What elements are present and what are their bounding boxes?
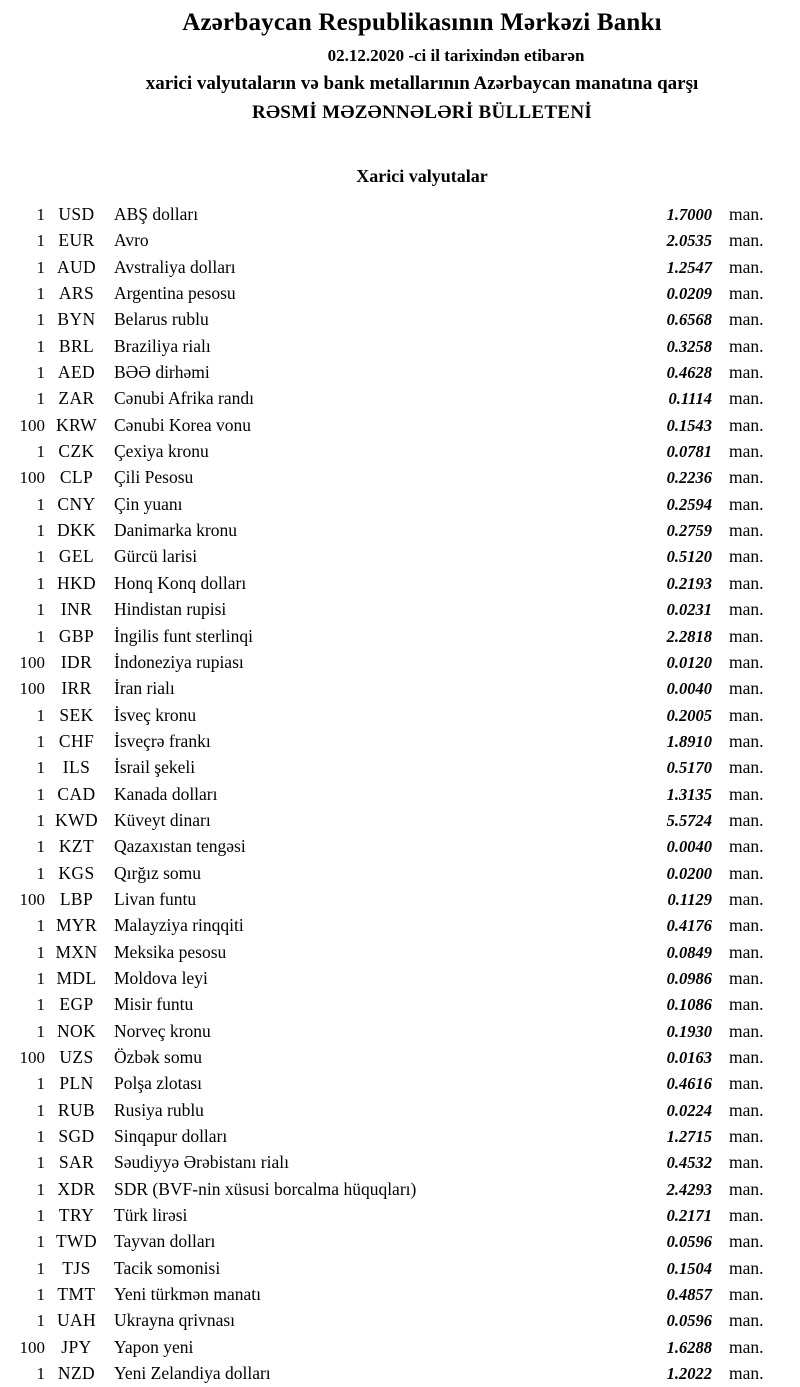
row-unit-suffix: man.	[729, 1020, 764, 1041]
row-rate-value: 0.0596	[666, 1232, 712, 1252]
table-row	[0, 412, 800, 438]
row-unit-suffix: man.	[729, 1284, 764, 1305]
row-currency-name: Polşa zlotası	[114, 1073, 202, 1094]
row-rate-value: 0.2005	[666, 705, 712, 725]
table-row	[0, 965, 800, 991]
row-unit-suffix: man.	[729, 335, 764, 356]
row-currency-name: Braziliya rialı	[114, 335, 211, 356]
row-quantity: 1	[36, 600, 45, 620]
bulletin-header	[48, 0, 796, 126]
page-title: Azərbaycan Respublikasının Mərkəzi Bankı	[182, 9, 662, 36]
row-currency-name: İsveç kronu	[114, 704, 197, 725]
row-quantity: 100	[19, 468, 45, 488]
row-unit-suffix: man.	[729, 309, 764, 330]
row-quantity: 1	[36, 1258, 45, 1278]
row-unit-suffix: man.	[729, 1205, 764, 1226]
row-rate-value: 1.2715	[666, 1127, 712, 1147]
row-currency-code: KRW	[55, 414, 98, 435]
row-currency-code: SEK	[59, 704, 94, 725]
table-row	[0, 1018, 800, 1044]
row-unit-suffix: man.	[729, 1336, 764, 1357]
table-row	[0, 333, 800, 359]
row-currency-name: Hindistan rupisi	[114, 599, 227, 620]
table-row	[0, 596, 800, 622]
row-currency-name: Özbək somu	[114, 1047, 202, 1067]
row-rate-value: 2.4293	[666, 1179, 712, 1199]
table-row	[0, 438, 800, 464]
row-quantity: 1	[36, 336, 45, 356]
table-row	[0, 649, 800, 675]
table-row	[0, 781, 800, 807]
row-rate-value: 0.3258	[666, 336, 712, 356]
row-currency-code: HKD	[56, 572, 97, 593]
row-currency-code: ZAR	[58, 388, 95, 409]
row-rate-value: 1.7000	[666, 205, 712, 224]
row-rate-value: 0.0781	[666, 442, 712, 462]
row-rate-value: 0.1504	[666, 1258, 712, 1278]
row-quantity: 1	[36, 1232, 45, 1252]
row-quantity: 1	[36, 810, 45, 830]
row-currency-name: Sinqapur dolları	[114, 1126, 228, 1147]
row-currency-code: USD	[58, 204, 95, 224]
row-quantity: 1	[36, 1364, 45, 1384]
row-unit-suffix: man.	[729, 730, 764, 751]
row-currency-name: İngilis funt sterlinqi	[114, 625, 254, 646]
table-row	[0, 1307, 800, 1333]
subject-line: xarici valyutaların və bank metallarının Azərbaycan manatına qarşı	[145, 73, 699, 94]
table-row	[0, 227, 800, 253]
row-quantity: 1	[36, 547, 45, 567]
row-quantity: 1	[36, 1074, 45, 1094]
row-unit-suffix: man.	[729, 1310, 764, 1331]
row-currency-name: İndoneziya rupiası	[114, 651, 244, 672]
row-currency-code: BRL	[58, 335, 95, 356]
row-quantity: 1	[36, 784, 45, 804]
row-rate-value: 0.6568	[666, 310, 712, 330]
row-currency-name: BƏƏ dirhəmi	[114, 362, 210, 383]
table-row	[0, 1149, 800, 1175]
row-currency-code: TWD	[55, 1231, 98, 1252]
table-row	[0, 280, 800, 306]
row-currency-code: ILS	[62, 757, 91, 778]
row-currency-name: Gürcü larisi	[114, 546, 198, 567]
row-currency-name: Misir funtu	[114, 994, 194, 1015]
table-row	[0, 385, 800, 411]
row-rate-value: 0.1114	[668, 389, 712, 409]
row-currency-name: Norveç kronu	[114, 1020, 211, 1041]
row-unit-suffix: man.	[729, 888, 764, 909]
row-rate-value: 0.2193	[666, 573, 712, 593]
row-unit-suffix: man.	[729, 1231, 764, 1252]
row-unit-suffix: man.	[729, 941, 764, 962]
row-currency-code: TRY	[58, 1205, 95, 1226]
row-unit-suffix: man.	[729, 678, 764, 699]
row-unit-suffix: man.	[729, 625, 764, 646]
row-quantity: 100	[19, 889, 45, 909]
table-row	[0, 1044, 800, 1070]
row-quantity: 1	[36, 1179, 45, 1199]
table-row	[0, 201, 800, 227]
table-row	[0, 1360, 800, 1386]
row-unit-suffix: man.	[729, 256, 764, 277]
row-unit-suffix: man.	[729, 572, 764, 593]
row-currency-name: Honq Konq dolları	[114, 572, 247, 593]
row-currency-name: Meksika pesosu	[114, 941, 227, 962]
row-rate-value: 0.1930	[666, 1021, 712, 1041]
table-row	[0, 886, 800, 912]
row-quantity: 1	[36, 1153, 45, 1173]
row-currency-code: UAH	[56, 1310, 97, 1331]
row-currency-name: Argentina pesosu	[114, 283, 236, 304]
table-row	[0, 543, 800, 569]
row-currency-code: XDR	[57, 1178, 96, 1199]
row-currency-name: Tacik somonisi	[114, 1257, 221, 1278]
row-currency-name: Rusiya rublu	[114, 1099, 204, 1120]
row-currency-code: LBP	[59, 888, 94, 909]
row-rate-value: 0.0040	[666, 679, 712, 699]
row-currency-name: Çin yuanı	[114, 493, 183, 514]
row-unit-suffix: man.	[729, 1047, 764, 1067]
row-unit-suffix: man.	[729, 1099, 764, 1120]
row-unit-suffix: man.	[729, 651, 764, 672]
row-unit-suffix: man.	[729, 915, 764, 936]
row-currency-name: Cənubi Afrika randı	[114, 388, 254, 409]
row-unit-suffix: man.	[729, 414, 764, 435]
row-quantity: 1	[36, 363, 45, 383]
row-quantity: 100	[19, 1048, 45, 1067]
table-row	[0, 833, 800, 859]
row-currency-name: Avstraliya dolları	[114, 256, 236, 277]
row-unit-suffix: man.	[729, 493, 764, 514]
row-quantity: 100	[19, 679, 45, 699]
row-currency-name: Türk lirəsi	[114, 1205, 188, 1226]
row-currency-code: GBP	[58, 625, 95, 646]
row-currency-code: TJS	[62, 1257, 91, 1278]
row-unit-suffix: man.	[729, 388, 764, 409]
table-row	[0, 1176, 800, 1202]
row-unit-suffix: man.	[729, 520, 764, 541]
row-currency-code: MYR	[55, 915, 98, 936]
row-rate-value: 0.2759	[666, 521, 712, 541]
row-unit-suffix: man.	[729, 1363, 764, 1384]
row-rate-value: 0.0209	[666, 284, 712, 304]
table-row	[0, 517, 800, 543]
row-quantity: 1	[36, 389, 45, 409]
row-currency-code: KGS	[58, 862, 95, 883]
row-currency-code: TMT	[57, 1284, 96, 1305]
row-currency-name: Danimarka kronu	[114, 520, 237, 541]
row-quantity: 1	[36, 205, 45, 224]
row-unit-suffix: man.	[729, 467, 764, 488]
row-quantity: 1	[36, 284, 45, 304]
effective-date-line: 02.12.2020 -ci il tarixindən etibarən	[327, 46, 585, 65]
table-row	[0, 623, 800, 649]
row-unit-suffix: man.	[729, 967, 764, 988]
row-currency-name: Avro	[114, 230, 149, 251]
row-currency-name: Kanada dolları	[114, 783, 218, 804]
row-currency-code: EGP	[59, 994, 94, 1015]
row-rate-value: 0.1543	[666, 415, 712, 435]
row-rate-value: 0.5120	[666, 547, 712, 567]
row-currency-name: Moldova leyi	[114, 967, 208, 988]
row-rate-value: 0.4532	[666, 1153, 712, 1173]
row-unit-suffix: man.	[729, 1152, 764, 1173]
row-quantity: 1	[36, 521, 45, 541]
row-unit-suffix: man.	[729, 1073, 764, 1094]
row-unit-suffix: man.	[729, 704, 764, 725]
table-row	[0, 1202, 800, 1228]
row-currency-code: IDR	[60, 651, 93, 672]
row-rate-value: 0.0224	[666, 1100, 712, 1120]
table-row	[0, 1281, 800, 1307]
section-title-foreign-currencies: Xarici valyutalar	[356, 166, 488, 186]
row-quantity: 1	[36, 1285, 45, 1305]
table-row	[0, 807, 800, 833]
row-quantity: 1	[36, 1206, 45, 1226]
row-currency-code: SAR	[58, 1152, 95, 1173]
row-quantity: 1	[36, 1311, 45, 1331]
row-currency-name: Yeni Zelandiya dolları	[114, 1363, 271, 1384]
row-unit-suffix: man.	[729, 836, 764, 857]
row-currency-code: MDL	[56, 967, 97, 988]
table-row	[0, 991, 800, 1017]
row-unit-suffix: man.	[729, 757, 764, 778]
row-currency-name: İsveçrə frankı	[114, 730, 211, 751]
row-quantity: 1	[36, 310, 45, 330]
row-rate-value: 0.4616	[666, 1074, 712, 1094]
row-quantity: 1	[36, 626, 45, 646]
row-currency-code: CNY	[57, 493, 96, 514]
row-unit-suffix: man.	[729, 546, 764, 567]
row-quantity: 1	[36, 968, 45, 988]
row-currency-code: JPY	[61, 1336, 92, 1357]
row-quantity: 1	[36, 257, 45, 277]
row-currency-name: Tayvan dolları	[114, 1231, 216, 1252]
table-row	[0, 1097, 800, 1123]
row-currency-name: Qırğız somu	[114, 862, 202, 883]
row-currency-code: IRR	[61, 678, 92, 699]
table-row	[0, 860, 800, 886]
row-rate-value: 1.2547	[666, 257, 712, 277]
currency-rates-table	[0, 201, 800, 1386]
row-currency-code: NZD	[57, 1363, 96, 1384]
row-currency-code: UZS	[59, 1047, 94, 1067]
table-row	[0, 939, 800, 965]
row-rate-value: 1.6288	[666, 1337, 712, 1357]
row-rate-value: 1.2022	[666, 1364, 712, 1384]
table-row	[0, 1334, 800, 1360]
row-quantity: 1	[36, 731, 45, 751]
row-rate-value: 0.2594	[666, 494, 712, 514]
row-rate-value: 0.1129	[667, 889, 712, 909]
table-row	[0, 1123, 800, 1149]
row-currency-code: CAD	[57, 783, 96, 804]
row-unit-suffix: man.	[729, 1257, 764, 1278]
table-row	[0, 570, 800, 596]
row-unit-suffix: man.	[729, 362, 764, 383]
row-unit-suffix: man.	[729, 441, 764, 462]
row-rate-value: 0.0986	[666, 968, 712, 988]
row-unit-suffix: man.	[729, 783, 764, 804]
row-currency-name: Belarus rublu	[114, 309, 209, 330]
row-rate-value: 0.1086	[666, 995, 712, 1015]
row-rate-value: 0.0120	[666, 652, 712, 672]
row-quantity: 100	[19, 1337, 45, 1357]
row-currency-name: Livan funtu	[114, 888, 197, 909]
row-quantity: 1	[36, 231, 45, 251]
row-rate-value: 0.4857	[666, 1285, 712, 1305]
row-rate-value: 5.5724	[666, 810, 712, 830]
row-currency-code: KZT	[58, 836, 95, 857]
row-currency-name: Ukrayna qrivnası	[114, 1310, 236, 1331]
row-currency-code: RUB	[57, 1099, 96, 1120]
row-quantity: 1	[36, 863, 45, 883]
table-row	[0, 754, 800, 780]
row-unit-suffix: man.	[729, 862, 764, 883]
row-currency-code: DKK	[56, 520, 97, 541]
row-rate-value: 0.2171	[666, 1206, 712, 1226]
row-currency-name: Malayziya rinqqiti	[114, 915, 244, 936]
table-row	[0, 912, 800, 938]
row-quantity: 100	[19, 415, 45, 435]
row-rate-value: 1.8910	[666, 731, 712, 751]
row-currency-code: NOK	[56, 1020, 97, 1041]
row-rate-value: 0.0200	[666, 863, 712, 883]
row-unit-suffix: man.	[729, 1126, 764, 1147]
table-row	[0, 306, 800, 332]
row-currency-name: ABŞ dolları	[114, 204, 199, 224]
row-quantity: 100	[19, 652, 45, 672]
row-rate-value: 0.0849	[666, 942, 712, 962]
row-currency-code: CLP	[59, 467, 94, 488]
row-currency-code: SGD	[58, 1126, 95, 1147]
row-currency-code: GEL	[58, 546, 95, 567]
row-rate-value: 0.4176	[666, 916, 712, 936]
table-row	[0, 702, 800, 728]
row-currency-code: EUR	[58, 230, 95, 251]
row-unit-suffix: man.	[729, 230, 764, 251]
row-quantity: 1	[36, 442, 45, 462]
row-currency-code: ARS	[58, 283, 95, 304]
row-rate-value: 2.2818	[666, 626, 712, 646]
table-row	[0, 728, 800, 754]
row-rate-value: 1.3135	[666, 784, 712, 804]
row-currency-code: CZK	[58, 441, 95, 462]
row-unit-suffix: man.	[729, 283, 764, 304]
table-row	[0, 254, 800, 280]
row-quantity: 1	[36, 995, 45, 1015]
row-unit-suffix: man.	[729, 809, 764, 830]
row-currency-name: Cənubi Korea vonu	[114, 414, 252, 435]
table-row	[0, 491, 800, 517]
row-unit-suffix: man.	[729, 599, 764, 620]
row-rate-value: 0.4628	[666, 363, 712, 383]
row-currency-code: CHF	[58, 730, 95, 751]
table-row	[0, 675, 800, 701]
table-row	[0, 464, 800, 490]
table-row	[0, 1070, 800, 1096]
row-quantity: 1	[36, 942, 45, 962]
row-currency-name: Yeni türkmən manatı	[114, 1284, 261, 1305]
row-unit-suffix: man.	[729, 204, 764, 224]
bulletin-title-line: RƏSMİ MƏZƏNNƏLƏRİ BÜLLETENİ	[251, 102, 593, 123]
row-rate-value: 0.0163	[666, 1048, 712, 1067]
row-quantity: 1	[36, 573, 45, 593]
row-quantity: 1	[36, 705, 45, 725]
row-currency-code: PLN	[59, 1073, 94, 1094]
row-quantity: 1	[36, 916, 45, 936]
row-currency-name: Yapon yeni	[114, 1336, 194, 1357]
row-currency-name: Çili Pesosu	[114, 467, 194, 488]
row-rate-value: 0.5170	[666, 758, 712, 778]
row-quantity: 1	[36, 1021, 45, 1041]
row-rate-value: 0.0040	[666, 837, 712, 857]
row-currency-name: İran rialı	[114, 678, 175, 699]
row-currency-name: Qazaxıstan tengəsi	[114, 836, 246, 857]
row-rate-value: 0.0596	[666, 1311, 712, 1331]
row-currency-code: MXN	[55, 941, 98, 962]
row-currency-code: AUD	[56, 256, 97, 277]
row-currency-code: INR	[60, 599, 93, 620]
row-rate-value: 0.2236	[666, 468, 712, 488]
table-row	[0, 1228, 800, 1254]
row-unit-suffix: man.	[729, 994, 764, 1015]
row-rate-value: 2.0535	[666, 231, 712, 251]
row-unit-suffix: man.	[729, 1178, 764, 1199]
row-currency-name: İsrail şekeli	[114, 757, 196, 778]
row-currency-name: Səudiyyə Ərəbistanı rialı	[114, 1152, 289, 1173]
row-quantity: 1	[36, 1127, 45, 1147]
row-quantity: 1	[36, 758, 45, 778]
row-currency-name: Çexiya kronu	[114, 441, 209, 462]
row-quantity: 1	[36, 837, 45, 857]
row-quantity: 1	[36, 494, 45, 514]
table-row	[0, 359, 800, 385]
table-row	[0, 1255, 800, 1281]
row-rate-value: 0.0231	[666, 600, 712, 620]
row-currency-code: AED	[57, 362, 96, 383]
row-currency-name: Küveyt dinarı	[114, 809, 211, 830]
row-currency-name: SDR (BVF-nin xüsusi borcalma hüquqları)	[114, 1178, 417, 1199]
row-currency-code: KWD	[55, 809, 98, 830]
row-quantity: 1	[36, 1100, 45, 1120]
row-currency-code: BYN	[57, 309, 96, 330]
